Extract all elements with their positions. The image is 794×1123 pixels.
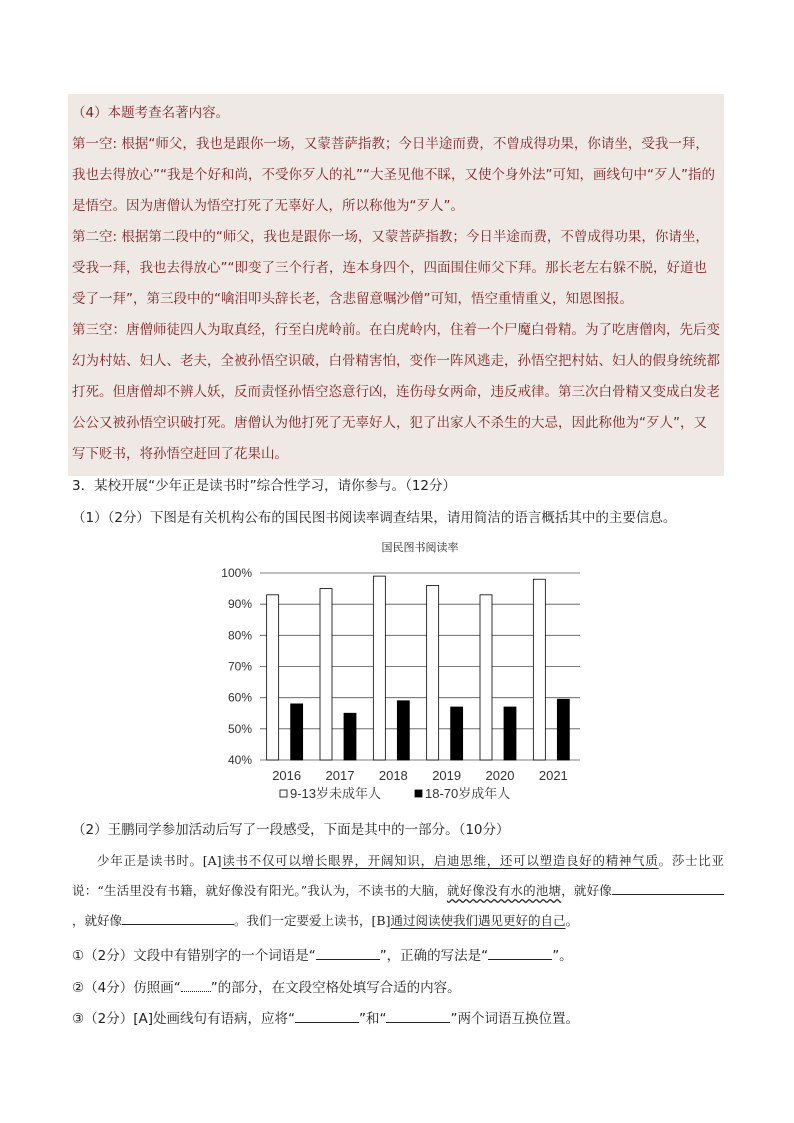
answer-blank2: 第二空: 根据第二段中的“师父，我也是跟你一场，又蒙菩萨指教；今日半途而费，不曾成得功果，你请坐，受我一拜，我也去得放心”“即变了三个行者，连本身四个，四面围住师父下拜。那长老左右躲不脱，好道也受了一拜”，第三段中的“噙泪叩头辞长老，含悲留意嘱沙僧”可知，悟空重情重义，知恩图报。 bbox=[72, 229, 709, 307]
bar-minor-2020 bbox=[480, 595, 492, 760]
y-tick-label: 70% bbox=[227, 659, 252, 674]
bar-minor-2017 bbox=[320, 589, 332, 760]
bar-minor-2018 bbox=[373, 576, 385, 760]
y-tick-label: 80% bbox=[227, 628, 252, 643]
y-axis-ticks bbox=[221, 566, 252, 767]
passage-text: 少年正是读书时。[A] bbox=[97, 853, 222, 868]
y-tick-label: 60% bbox=[227, 690, 252, 705]
bar-adult-2018 bbox=[397, 701, 409, 760]
passage-text: 。 bbox=[565, 913, 578, 928]
reading-rate-chart bbox=[205, 540, 605, 812]
student-passage bbox=[72, 846, 724, 936]
bar-adult-2016 bbox=[291, 704, 303, 760]
y-tick-label: 40% bbox=[227, 753, 252, 767]
x-tick-label: 2018 bbox=[378, 768, 408, 783]
y-tick-label: 50% bbox=[227, 721, 252, 736]
x-tick-label: 2021 bbox=[538, 768, 568, 783]
fill-blank-1[interactable] bbox=[612, 880, 724, 895]
bar-adult-2021 bbox=[557, 699, 569, 760]
passage-text: 。莎士比亚说：“生活里没有书籍，就好像没有阳光。”我认为，不读书的大脑， bbox=[72, 853, 724, 898]
bar-adult-2020 bbox=[504, 707, 516, 760]
answer-blank-word-2[interactable] bbox=[386, 1008, 450, 1023]
legend-swatch bbox=[415, 790, 422, 797]
legend-swatch bbox=[280, 790, 287, 797]
x-tick-label: 2019 bbox=[432, 768, 462, 783]
question3-title: 3．某校开展“少年正是读书时”综合性学习，请你参与。（12分） bbox=[72, 478, 457, 494]
answer-blank3: 第三空：唐僧师徒四人为取真经，行至白虎岭前。在白虎岭内，住着一个尸魔白骨精。为了吃唐僧肉，先后变幻为村姑、妇人、老夫，全被孙悟空识破，白骨精害怕，变作一阵风逃走，孙悟空把村姑、妇人的假身统统都打死。但唐僧却不辨人妖，反而责怪孙悟空恣意行凶，连伤母女两命，违反戒律。第三次白骨精又变成白发老公公又被孙悟空识破打死。唐僧认为他打死了无辜好人，犯了出家人不杀生的大忌，因此称他为“歹人”，又写下贬书，将孙悟空赶回了花果山。 bbox=[72, 322, 720, 462]
x-tick-label: 2020 bbox=[485, 768, 515, 783]
x-axis-ticks bbox=[272, 768, 568, 783]
chart-grid bbox=[260, 573, 580, 760]
answer-explanation-box bbox=[68, 94, 724, 476]
answer-blank-correct-word[interactable] bbox=[488, 945, 552, 960]
y-tick-label: 100% bbox=[221, 566, 252, 580]
legend-label: 18-70岁成年人 bbox=[425, 786, 511, 801]
answer-blank1: 第一空: 根据“师父，我也是跟你一场，又蒙菩萨指教；今日半途而费，不曾成得功果，你请坐，受我一拜，我也去得放心”“我是个好和尚，不受你歹人的礼”“大圣见他不睬，又使个身外法”可知，画线句中“歹人”指的是悟空。因为唐僧认为悟空打死了无辜好人，所以称他为“歹人”。 bbox=[72, 136, 715, 214]
question3-sub2: （2）王鹏同学参加活动后写了一段感受，下面是其中的一部分。（10分） bbox=[72, 822, 510, 838]
passage-wavy-phrase: 就好像没有水的池塘 bbox=[446, 883, 562, 898]
bar-minor-2019 bbox=[427, 585, 439, 760]
question-2: ②（4分）仿照画“ ”的部分，在文段空格处填写合适的内容。 bbox=[72, 980, 461, 996]
answer-blank-wrong-word[interactable] bbox=[316, 945, 380, 960]
wavy-mark-sample bbox=[181, 979, 211, 992]
answer-heading: （4）本题考查名著内容。 bbox=[72, 105, 230, 121]
bar-adult-2017 bbox=[344, 713, 356, 760]
y-tick-label: 90% bbox=[227, 597, 252, 612]
question3-sub1: （1）（2分）下图是有关机构公布的国民图书阅读率调查结果，请用简洁的语言概括其中的主要信息。 bbox=[72, 510, 677, 526]
passage-text: ，就好像 bbox=[72, 913, 123, 928]
question-3: ③（2分）[A]处画线句有语病，应将“ ”和“ ”两个词语互换位置。 bbox=[72, 1007, 579, 1027]
chart-title: 国民图书阅读率 bbox=[381, 541, 459, 554]
answer-blank-word-1[interactable] bbox=[295, 1008, 359, 1023]
fill-blank-2[interactable] bbox=[122, 910, 234, 925]
legend-label: 9-13岁未成年人 bbox=[290, 786, 382, 801]
x-tick-label: 2016 bbox=[272, 768, 302, 783]
passage-text: 。我们一定要爱上读书，[B] bbox=[234, 913, 391, 928]
passage-text: ，就好像 bbox=[561, 883, 612, 898]
bar-adult-2019 bbox=[451, 707, 463, 760]
chart-bars bbox=[267, 576, 570, 760]
bar-minor-2016 bbox=[267, 595, 279, 760]
passage-underlined-sentence-a: 读书不仅可以增长眼界，开阔知识，启迪思维，还可以塑造良好的精神气质 bbox=[221, 853, 659, 868]
x-tick-label: 2017 bbox=[325, 768, 355, 783]
bar-minor-2021 bbox=[533, 579, 545, 760]
question-1: ①（2分）文段中有错别字的一个词语是“ ”，正确的写法是“ ”。 bbox=[72, 944, 573, 964]
chart-legend bbox=[280, 786, 510, 801]
passage-underlined-sentence-b: 通过阅读使我们遇见更好的自己 bbox=[390, 913, 566, 928]
